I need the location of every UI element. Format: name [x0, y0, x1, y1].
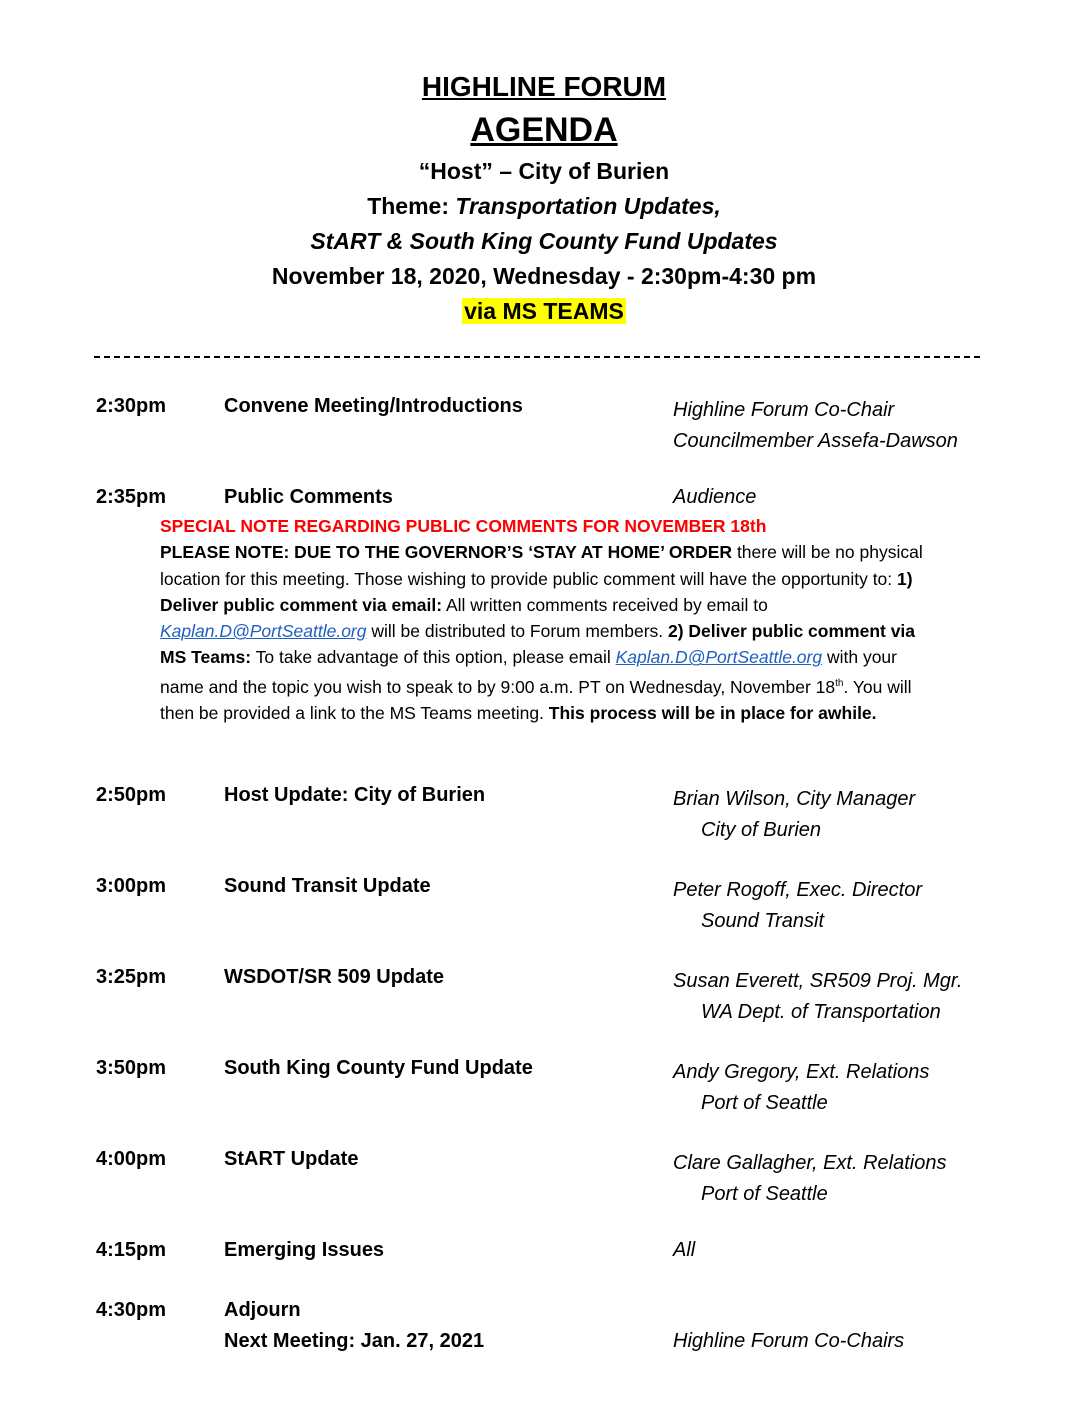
agenda-time: 2:35pm [96, 486, 167, 508]
agenda-item: StART Update [224, 1148, 359, 1170]
note-body [160, 539, 940, 726]
theme-line [0, 189, 1088, 224]
agenda-presenter [673, 395, 958, 457]
note-text: . You will then be provided a link to the MS Teams meeting. [160, 676, 912, 723]
agenda-time: 2:30pm [96, 395, 167, 417]
agenda-item: Emerging Issues [224, 1239, 385, 1261]
presenter-line-1: Brian Wilson, City Manager [673, 788, 916, 810]
divider-rule [94, 356, 980, 358]
venue-line [0, 294, 1088, 329]
presenter-line-1: Clare Gallagher, Ext. Relations [673, 1152, 947, 1174]
presenter-line-1: Peter Rogoff, Exec. Director [673, 879, 922, 901]
agenda-item: Public Comments [224, 486, 393, 508]
email-link[interactable]: Kaplan.D@PortSeattle.org [160, 621, 367, 642]
agenda-presenter [673, 1057, 929, 1119]
note-closing: This process will be in place for awhile. [548, 702, 877, 723]
presenter-line-2: Sound Transit [701, 910, 825, 932]
note-option-1: 1) Deliver public comment via email: [160, 568, 913, 615]
agenda-time: 4:15pm [96, 1239, 167, 1261]
agenda-presenter [673, 784, 915, 846]
note-heading: SPECIAL NOTE REGARDING PUBLIC COMMENTS FOR NOVEMBER 18th [160, 516, 767, 536]
forum-title: HIGHLINE FORUM [421, 71, 667, 102]
note-text: with your name and the topic you wish to speak to by 9:00 a.m. PT on Wednesday, November 18 [160, 647, 897, 697]
agenda-item: WSDOT/SR 509 Update [224, 966, 445, 988]
note-text: will be distributed to Forum members. [366, 621, 668, 642]
presenter-line-1: Susan Everett, SR509 Proj. Mgr. [673, 970, 963, 992]
presenter-line-2: Port of Seattle [701, 1183, 828, 1205]
host-line: “Host” – City of Burien [418, 158, 670, 184]
presenter-line-2: Port of Seattle [701, 1092, 828, 1114]
agenda-time: 3:00pm [96, 875, 167, 897]
theme-text-1: Transportation Updates, [455, 193, 721, 219]
agenda-header [0, 68, 1088, 329]
presenter-line-1: Highline Forum Co-Chair [673, 399, 895, 421]
presenter-line-1: Andy Gregory, Ext. Relations [673, 1061, 930, 1083]
note-text: To take advantage of this option, please email [251, 647, 616, 668]
theme-label: Theme: [367, 193, 456, 219]
agenda-time: 4:00pm [96, 1148, 167, 1170]
agenda-presenter [673, 966, 962, 1028]
agenda-time: 3:25pm [96, 966, 167, 988]
theme-line-2 [0, 224, 1088, 259]
note-option-2: 2) Deliver public comment via MS Teams: [160, 621, 916, 668]
note-bold-intro: PLEASE NOTE: DUE TO THE GOVERNOR’S ‘STAY AT HOME’ ORDER [160, 542, 733, 563]
ordinal-suffix: th [835, 677, 844, 689]
public-comment-note [160, 513, 940, 726]
agenda-time: 4:30pm [96, 1299, 167, 1321]
agenda-time: 2:50pm [96, 784, 167, 806]
agenda-item: South King County Fund Update [224, 1057, 533, 1079]
theme-text-2: StART & South King County Fund Updates [310, 228, 778, 254]
agenda-time: 3:50pm [96, 1057, 167, 1079]
agenda-item: Host Update: City of Burien [224, 784, 486, 806]
presenter-line-2: WA Dept. of Transportation [701, 1001, 941, 1023]
agenda-presenter [673, 1148, 946, 1210]
agenda-item: Adjourn [224, 1299, 301, 1321]
note-text: All written comments received by email to [442, 594, 768, 615]
next-meeting: Next Meeting: Jan. 27, 2021 [224, 1330, 485, 1352]
next-meeting-presenter: Highline Forum Co-Chairs [673, 1330, 905, 1352]
agenda-heading: AGENDA [470, 111, 618, 149]
date-time: November 18, 2020, Wednesday - 2:30pm-4:30 pm [271, 263, 817, 289]
agenda-presenter: All [673, 1239, 696, 1261]
presenter-line-2: Councilmember Assefa-Dawson [673, 430, 958, 452]
venue-highlight: via MS TEAMS [464, 298, 624, 324]
agenda-item: Convene Meeting/Introductions [224, 395, 523, 417]
agenda-presenter: Audience [673, 486, 757, 508]
note-text: there will be no physical location for this meeting. Those wishing to provide public comment will have the opportunity to: [160, 542, 923, 589]
email-link[interactable]: Kaplan.D@PortSeattle.org [615, 647, 823, 668]
presenter-line-2: City of Burien [701, 819, 822, 841]
agenda-presenter [673, 875, 922, 937]
agenda-item: Sound Transit Update [224, 875, 431, 897]
